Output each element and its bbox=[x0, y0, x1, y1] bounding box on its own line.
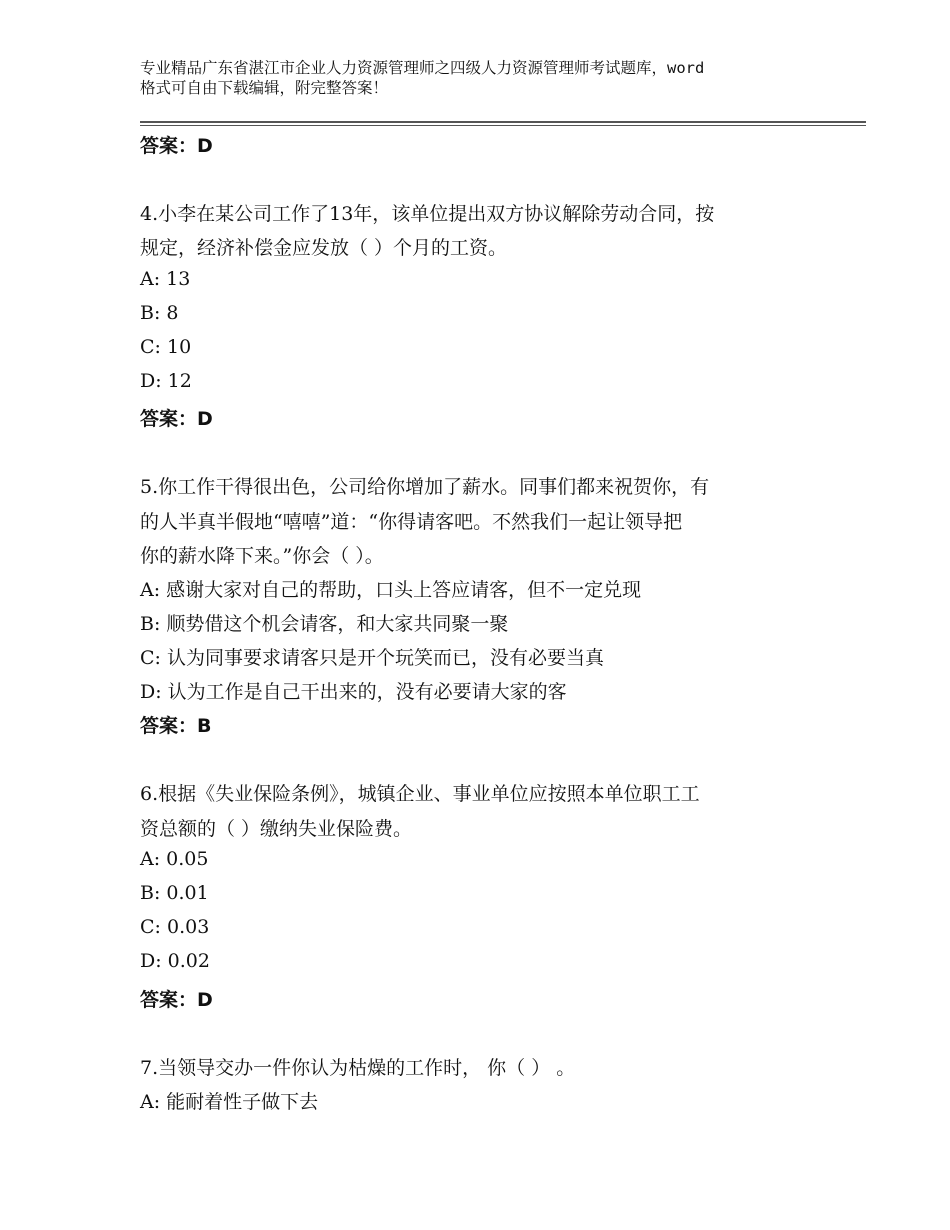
q6-option-a: A: 0.05 bbox=[140, 848, 209, 870]
q4-option-b: B: 8 bbox=[140, 302, 179, 324]
answer-top: 答案：D bbox=[140, 135, 213, 157]
header-rule-thin bbox=[140, 125, 866, 126]
q7-option-a: A: 能耐着性子做下去 bbox=[140, 1091, 319, 1113]
q6-option-c: C: 0.03 bbox=[140, 916, 210, 938]
q5-option-b: B: 顺势借这个机会请客，和大家共同聚一聚 bbox=[140, 613, 509, 635]
header-line-1: 专业精品广东省湛江市企业人力资源管理师之四级人力资源管理师考试题库，word bbox=[140, 59, 705, 77]
q6-option-b: B: 0.01 bbox=[140, 882, 209, 904]
q4-stem-line-1: 4.小李在某公司工作了13年，该单位提出双方协议解除劳动合同，按 bbox=[140, 203, 715, 225]
q5-option-c: C: 认为同事要求请客只是开个玩笑而已，没有必要当真 bbox=[140, 647, 604, 669]
q5-stem-line-3: 你的薪水降下来。”你会（ ）。 bbox=[140, 545, 384, 567]
header-line-2: 格式可自由下载编辑，附完整答案！ bbox=[140, 79, 389, 97]
q5-answer: 答案：B bbox=[140, 715, 212, 737]
q6-stem-line-2: 资总额的（ ）缴纳失业保险费。 bbox=[140, 818, 413, 840]
q6-stem-line-1: 6.根据《失业保险条例》，城镇企业、事业单位应按照本单位职工工 bbox=[140, 783, 700, 805]
q4-option-a: A: 13 bbox=[140, 268, 191, 290]
q4-option-d: D: 12 bbox=[140, 370, 192, 392]
q4-answer: 答案：D bbox=[140, 408, 213, 430]
q4-option-c: C: 10 bbox=[140, 336, 192, 358]
q5-option-a: A: 感谢大家对自己的帮助，口头上答应请客，但不一定兑现 bbox=[140, 579, 642, 601]
q5-stem-line-2: 的人半真半假地“嘻嘻”道：“你得请客吧。不然我们一起让领导把 bbox=[140, 511, 683, 533]
document-header bbox=[140, 58, 840, 98]
q6-option-d: D: 0.02 bbox=[140, 950, 210, 972]
q6-answer: 答案：D bbox=[140, 989, 213, 1011]
q7-stem-line-1: 7.当领导交办一件你认为枯燥的工作时， 你（ ） 。 bbox=[140, 1057, 576, 1079]
q4-stem-line-2: 规定，经济补偿金应发放（ ）个月的工资。 bbox=[140, 237, 508, 259]
q5-stem-line-1: 5.你工作干得很出色，公司给你增加了薪水。同事们都来祝贺你，有 bbox=[140, 476, 710, 498]
header-rule-thick bbox=[140, 121, 866, 123]
q5-option-d: D: 认为工作是自己干出来的，没有必要请大家的客 bbox=[140, 681, 567, 703]
